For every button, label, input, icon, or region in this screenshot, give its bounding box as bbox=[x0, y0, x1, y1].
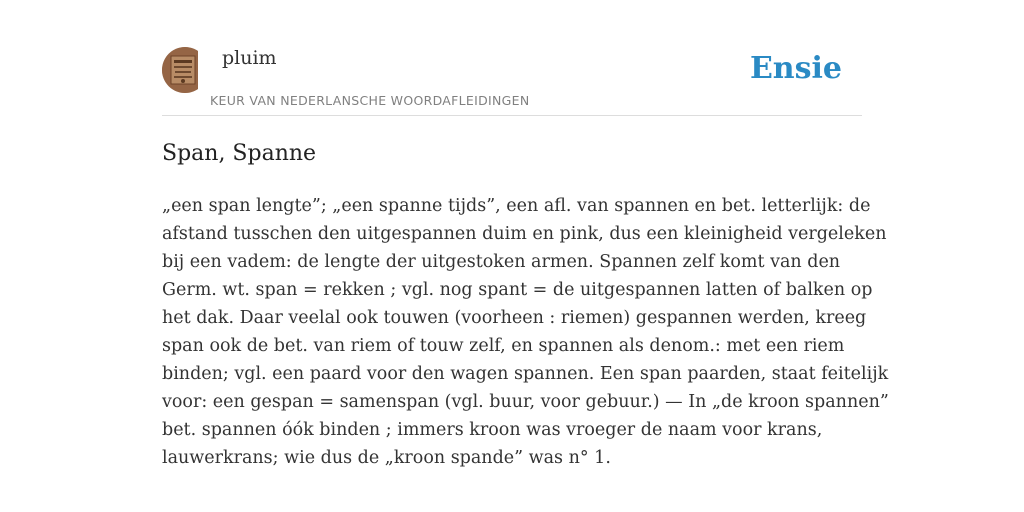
header-divider bbox=[162, 115, 862, 116]
definition-line: voor: een gespan = samenspan (vgl. buur, voor gebuur.) — In „de kroon spannen” bbox=[162, 392, 889, 412]
definition-line: afstand tusschen den uitgespannen duim en pink, dus een kleinigheid vergeleken bbox=[162, 224, 887, 244]
source-title[interactable]: KEUR VAN NEDERLANSCHE WOORDAFLEIDINGEN bbox=[210, 93, 530, 108]
brand-logo[interactable]: Ensie bbox=[749, 51, 842, 86]
definition-line: Germ. wt. span = rekken ; vgl. nog spant = de uitgespannen latten of balken op bbox=[162, 280, 873, 300]
entry-title: Span, Spanne bbox=[162, 141, 317, 166]
definition-line: span ook de bet. van riem of touw zelf, en spannen als denom.: met een riem bbox=[162, 336, 845, 356]
book-cover-avatar-icon[interactable] bbox=[162, 47, 198, 93]
definition-line: bij een vadem: de lengte der uitgestoken armen. Spannen zelf komt van den bbox=[162, 252, 841, 272]
definition-line: bet. spannen óók binden ; immers kroon was vroeger de naam voor krans, bbox=[162, 420, 823, 440]
author-name[interactable]: pluim bbox=[222, 47, 277, 69]
definition-line: binden; vgl. een paard voor den wagen spannen. Een span paarden, staat feitelijk bbox=[162, 364, 889, 384]
definition-line: lauwerkrans; wie dus de „kroon spande” was n° 1. bbox=[162, 448, 611, 468]
entry-definition bbox=[162, 192, 889, 472]
definition-line: het dak. Daar veelal ook touwen (voorheen : riemen) gespannen werden, kreeg bbox=[162, 308, 867, 328]
definition-line: „een span lengte”; „een spanne tijds”, een afl. van spannen en bet. letterlijk: de bbox=[162, 196, 871, 216]
